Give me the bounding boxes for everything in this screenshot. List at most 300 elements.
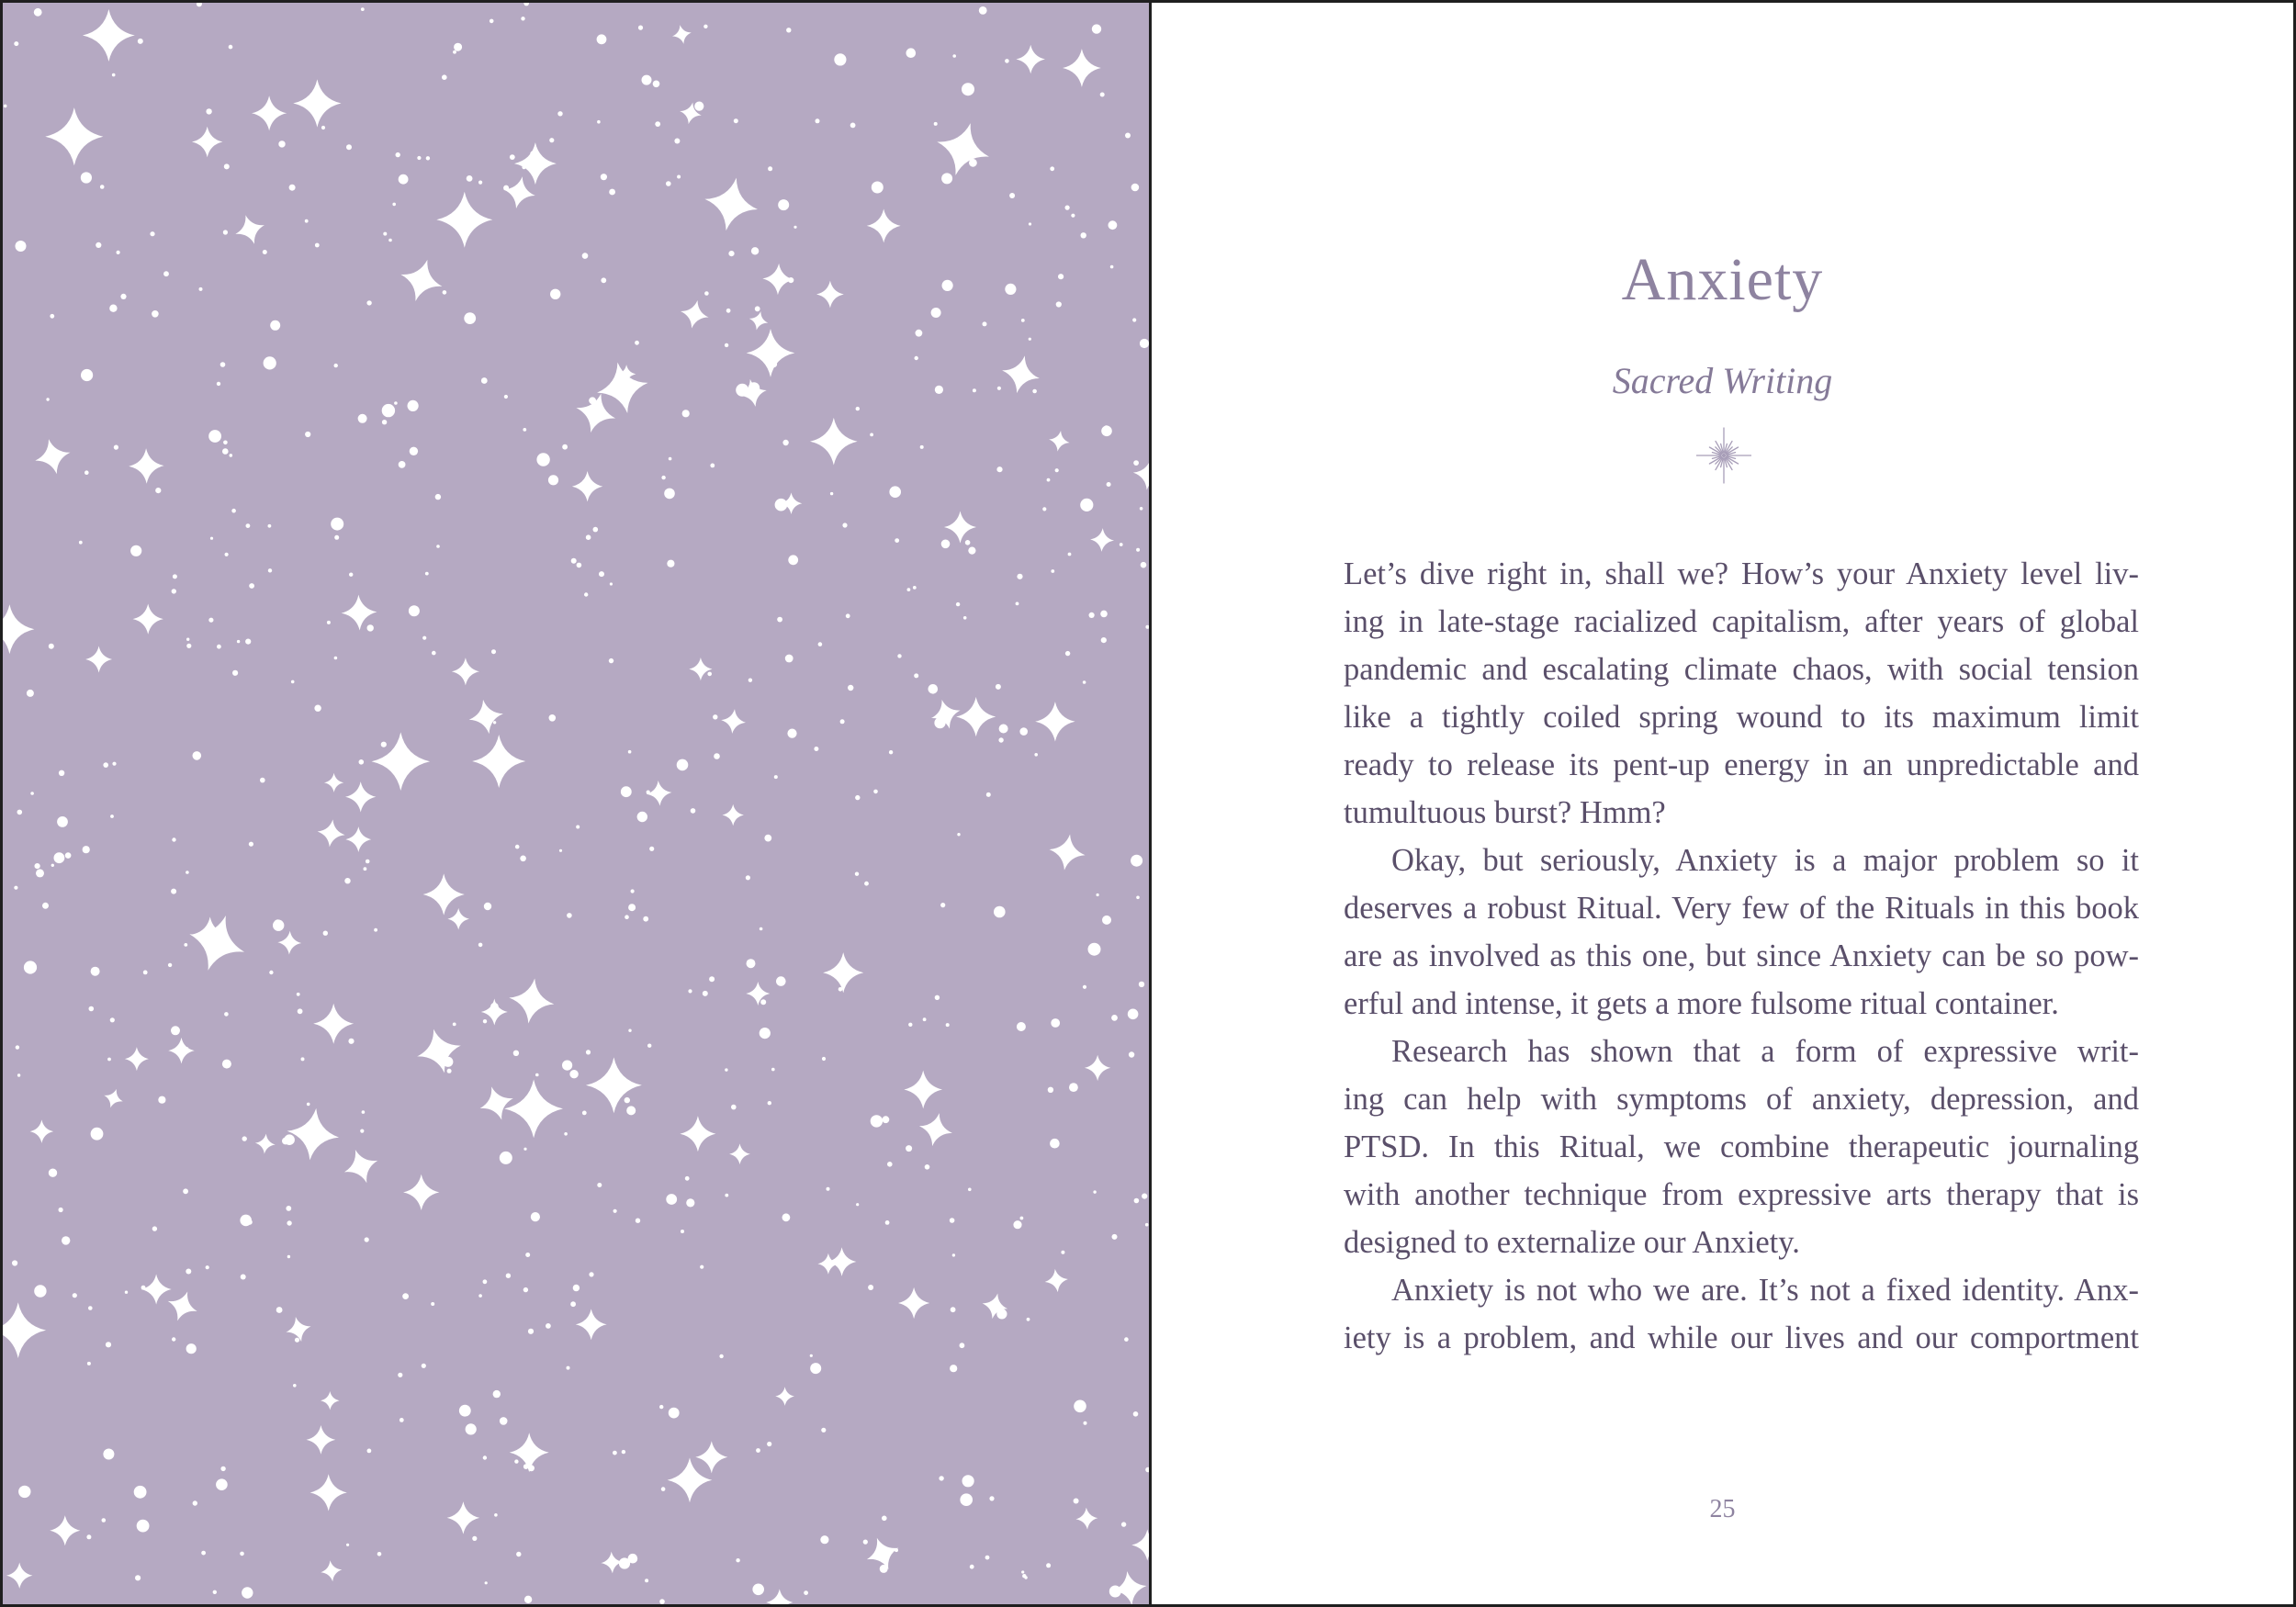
star-dot — [14, 41, 18, 46]
star-dot — [510, 154, 515, 160]
star-dot — [786, 28, 791, 32]
star-dot — [249, 842, 253, 847]
star-dot — [1051, 569, 1054, 573]
star-dot — [186, 1269, 191, 1275]
star-dot — [24, 961, 37, 973]
star-dot — [636, 1219, 640, 1223]
chapter-subtitle: Sacred Writing — [1612, 360, 1833, 401]
star-dot — [273, 920, 284, 931]
star-dot — [1134, 1198, 1140, 1204]
star-dot — [392, 203, 396, 207]
star-dot — [863, 1540, 868, 1545]
star-dot — [46, 398, 49, 400]
star-dot — [453, 51, 456, 54]
sparkle-star — [163, 1287, 202, 1326]
text-line: like a tightly coiled spring wound to its maximum limit — [1344, 700, 2139, 735]
star-dot — [752, 1584, 764, 1596]
star-dot — [777, 617, 782, 623]
page-number: 25 — [1709, 1495, 1736, 1523]
star-dot — [873, 790, 878, 794]
star-dot — [246, 523, 251, 528]
star-dot — [172, 1337, 175, 1341]
sparkle-star — [447, 1501, 480, 1534]
star-dot — [609, 658, 613, 663]
star-dot — [626, 1106, 636, 1115]
star-dot — [287, 1220, 291, 1225]
sparkle-star — [45, 107, 103, 165]
sparkle-star — [321, 1391, 339, 1410]
star-dot — [1136, 896, 1140, 900]
star-dot — [871, 1115, 883, 1127]
star-dot — [96, 242, 101, 248]
star-dot — [989, 1496, 994, 1500]
star-dot — [107, 1058, 111, 1062]
star-dot — [681, 1230, 684, 1233]
star-dot — [827, 1187, 830, 1191]
star-dot — [920, 445, 924, 449]
star-dot — [907, 588, 911, 591]
star-dot — [523, 1148, 526, 1151]
star-dot — [425, 572, 429, 576]
sparkle-star — [168, 1038, 195, 1064]
star-dot — [1056, 301, 1062, 307]
star-dot — [957, 833, 960, 836]
star-dot — [84, 470, 89, 475]
star-dot — [536, 453, 549, 466]
star-dot — [734, 118, 738, 123]
star-dot — [856, 407, 860, 410]
star-dot — [719, 1354, 723, 1358]
star-dot — [760, 927, 763, 931]
sparkle-star — [345, 781, 376, 812]
star-dot — [906, 48, 917, 58]
star-dot — [1027, 1318, 1030, 1321]
text-line: with another technique from expressive arts therapy that is — [1344, 1177, 2139, 1212]
star-dot — [686, 1198, 694, 1207]
star-dot — [260, 778, 265, 783]
star-dot — [682, 410, 690, 417]
star-dot — [222, 1060, 231, 1069]
star-dot — [638, 26, 643, 30]
star-dot — [983, 321, 987, 326]
star-dot — [549, 714, 557, 722]
sparkle-star — [277, 930, 302, 955]
star-dot — [1055, 468, 1059, 472]
star-dot — [91, 967, 100, 976]
star-dot — [365, 1237, 369, 1242]
star-dot — [112, 73, 116, 77]
star-dot — [199, 287, 203, 291]
text-line: pandemic and escalating climate chaos, with social tension — [1344, 652, 2139, 687]
star-dot — [810, 1354, 813, 1357]
star-dot — [485, 1581, 488, 1584]
star-dot — [564, 1132, 568, 1136]
sparkle-star — [747, 309, 770, 332]
star-dot — [442, 74, 447, 80]
star-dot — [1092, 24, 1101, 33]
star-dot — [649, 847, 654, 851]
star-dot — [642, 75, 652, 85]
sparkle-star — [817, 1253, 838, 1275]
star-dot — [965, 540, 971, 545]
star-dot — [103, 1449, 114, 1460]
text-line: Okay, but seriously, Anxiety is a major problem so it — [1391, 843, 2139, 878]
star-dot — [916, 330, 923, 337]
star-dot — [59, 770, 64, 776]
sparkle-star — [929, 116, 996, 183]
star-dot — [293, 1384, 297, 1388]
star-dot — [210, 537, 213, 540]
star-dot — [703, 991, 708, 996]
star-dot — [34, 1285, 46, 1297]
star-dot — [383, 232, 387, 236]
star-dot — [242, 1136, 247, 1141]
star-dot — [521, 17, 524, 20]
sparkle-star — [586, 1057, 642, 1113]
sparkle-star — [766, 1589, 793, 1604]
star-dot — [208, 430, 221, 443]
star-dot — [110, 1017, 115, 1022]
star-dot — [1120, 543, 1123, 546]
star-dot — [514, 1459, 518, 1463]
star-dot — [220, 1467, 225, 1471]
star-dot — [172, 837, 175, 841]
star-dot — [14, 886, 17, 890]
star-dot — [1017, 574, 1022, 579]
sparkle-star — [472, 735, 525, 788]
star-dot — [1017, 1022, 1026, 1031]
star-dot — [314, 705, 321, 712]
star-dot — [748, 679, 752, 682]
star-dot — [106, 1342, 111, 1347]
star-dot — [855, 795, 860, 800]
star-dot — [86, 1534, 91, 1539]
text-line: erful and intense, it gets a more fulsome ritual container. — [1344, 986, 2059, 1021]
star-dot — [173, 574, 177, 579]
star-dot — [16, 241, 27, 252]
star-dot — [677, 175, 681, 179]
sparkle-star — [680, 1116, 715, 1152]
star-dot — [562, 1061, 572, 1071]
star-dot — [1102, 916, 1111, 925]
star-dot — [999, 725, 1008, 734]
sparkle-star — [324, 773, 343, 792]
star-dot — [206, 108, 211, 114]
star-dot — [220, 362, 226, 367]
star-dot — [645, 1579, 648, 1582]
star-dot — [569, 1070, 578, 1078]
star-dot — [49, 644, 54, 649]
star-dot — [664, 489, 675, 500]
star-dot — [87, 1362, 91, 1365]
star-dot — [1089, 612, 1095, 618]
star-dot — [327, 621, 331, 624]
star-dot — [1083, 680, 1086, 684]
star-dot — [287, 1255, 290, 1258]
star-dot — [1145, 1223, 1149, 1227]
star-dot — [557, 111, 562, 116]
star-dot — [968, 1188, 972, 1192]
star-dot — [1071, 214, 1075, 218]
star-dot — [284, 1134, 295, 1145]
star-dot — [573, 1285, 580, 1291]
star-dot — [12, 1260, 17, 1265]
star-dot — [377, 1552, 382, 1556]
sparkle-star — [254, 1133, 276, 1155]
star-dot — [291, 680, 295, 684]
star-dot — [850, 123, 856, 129]
star-dot — [550, 289, 560, 299]
star-dot — [1065, 651, 1070, 656]
star-dot — [268, 524, 272, 528]
star-dot — [1050, 1139, 1060, 1149]
star-dot — [666, 1194, 677, 1205]
sparkle-star — [252, 96, 287, 130]
star-dot — [454, 43, 462, 51]
star-dot — [484, 903, 491, 910]
star-dot — [186, 638, 189, 641]
star-dot — [1032, 389, 1037, 394]
star-dot — [504, 395, 508, 399]
star-dot — [81, 172, 92, 183]
star-dot — [821, 1428, 826, 1433]
star-dot — [297, 993, 300, 996]
star-dot — [571, 558, 577, 564]
star-dot — [1021, 319, 1025, 322]
star-dot — [691, 808, 696, 814]
star-dot — [887, 1162, 893, 1167]
star-dot — [222, 448, 229, 455]
star-dot — [224, 163, 230, 169]
star-dot — [506, 1274, 511, 1278]
sparkle-star — [504, 1080, 563, 1139]
star-dot — [138, 39, 143, 44]
star-dot — [263, 250, 267, 254]
star-dot — [956, 602, 960, 606]
star-dot — [755, 306, 760, 311]
text-line: ready to release its pent-up energy in an unpredictable and — [1344, 747, 2139, 782]
star-dot — [366, 860, 370, 864]
star-dot — [1110, 265, 1114, 269]
sparkle-star — [729, 1143, 750, 1164]
star-dot — [348, 1039, 354, 1044]
star-dot — [559, 849, 562, 852]
sparkle-star — [510, 1433, 549, 1472]
star-dot — [834, 53, 846, 65]
star-dot — [249, 583, 254, 589]
star-dot — [582, 253, 589, 259]
star-dot — [520, 856, 526, 862]
star-dot — [417, 156, 421, 160]
star-dot — [435, 494, 441, 500]
star-dot — [970, 1565, 974, 1569]
star-dot — [436, 545, 440, 548]
star-dot — [1131, 184, 1140, 192]
star-dot — [323, 931, 328, 936]
sparkle-star — [30, 1119, 54, 1143]
star-dot — [62, 1236, 70, 1244]
star-dot — [1131, 855, 1142, 867]
star-dot — [597, 1183, 602, 1187]
star-dot — [703, 25, 707, 28]
star-dot — [269, 971, 273, 974]
star-dot — [941, 173, 952, 184]
sparkle-star — [411, 1024, 467, 1079]
star-dot — [661, 476, 665, 479]
star-dot — [1136, 548, 1140, 552]
sparkle-star — [345, 826, 371, 852]
star-dot — [1020, 1217, 1024, 1220]
star-dot — [481, 377, 488, 384]
star-dot — [298, 1008, 303, 1014]
star-dot — [939, 1476, 943, 1480]
star-dot — [647, 1044, 651, 1048]
star-dot — [225, 553, 229, 556]
star-dot — [979, 6, 987, 15]
sparkle-star — [129, 448, 164, 484]
star-dot — [906, 1145, 912, 1152]
sparkle-star — [956, 697, 996, 736]
sparkle-star — [501, 174, 539, 212]
star-dot — [1084, 1422, 1087, 1425]
sparkle-star — [720, 708, 748, 736]
star-dot — [889, 486, 901, 498]
star-dot — [915, 356, 918, 360]
star-dot — [158, 1096, 165, 1104]
star-dot — [669, 457, 672, 461]
text-line: Anxiety is not who we are. It’s not a fixed identity. Anx- — [1391, 1273, 2139, 1308]
star-dot — [788, 555, 798, 565]
star-dot — [42, 903, 49, 909]
star-dot — [172, 589, 176, 593]
star-dot — [1100, 93, 1105, 97]
star-dot — [464, 312, 476, 324]
star-dot — [726, 309, 731, 313]
star-dot — [713, 714, 717, 719]
star-dot — [962, 83, 974, 96]
star-dot — [628, 904, 636, 911]
star-dot — [523, 428, 526, 432]
star-dot — [513, 1051, 519, 1056]
star-dot — [18, 1486, 30, 1498]
star-dot — [114, 445, 118, 450]
star-dot — [344, 878, 350, 883]
star-dot — [143, 971, 148, 975]
star-dot — [597, 34, 607, 44]
star-dot — [81, 369, 93, 381]
star-dot — [399, 174, 409, 185]
star-dot — [885, 1220, 890, 1225]
star-dot — [531, 1212, 540, 1221]
star-dot — [1051, 1018, 1060, 1028]
star-dot — [134, 1486, 147, 1499]
star-dot — [570, 1301, 576, 1307]
star-dot — [4, 105, 7, 108]
star-dot — [621, 786, 632, 797]
sparkle-star — [320, 1559, 343, 1583]
star-dot — [856, 1203, 859, 1206]
star-dot — [206, 1265, 209, 1269]
star-dot — [830, 492, 833, 495]
star-dot — [764, 835, 771, 842]
sparkle-star — [50, 1515, 80, 1545]
star-dot — [940, 903, 945, 907]
star-dot — [986, 792, 991, 797]
star-dot — [577, 563, 582, 568]
star-dot — [1005, 59, 1009, 63]
star-dot — [725, 1068, 727, 1071]
star-dot — [213, 1590, 217, 1594]
star-dot — [704, 291, 709, 296]
star-dot — [409, 605, 420, 616]
star-dot — [935, 386, 943, 394]
star-dot — [447, 1069, 452, 1073]
star-dot — [382, 404, 395, 417]
star-dot — [237, 640, 240, 643]
star-dot — [201, 1551, 206, 1556]
star-dot — [224, 1012, 229, 1017]
star-dot — [276, 1307, 283, 1313]
sparkle-star — [898, 1287, 929, 1319]
star-dot — [787, 729, 796, 738]
sparkle-star — [313, 1004, 354, 1044]
star-dot — [112, 762, 116, 766]
star-dot — [1009, 193, 1015, 198]
star-dot — [751, 247, 759, 254]
sparkle-star — [576, 1309, 607, 1340]
star-dot — [1101, 637, 1107, 643]
star-dot — [358, 414, 367, 423]
star-dot — [685, 1176, 690, 1181]
star-dot — [996, 466, 1002, 472]
star-dot — [478, 1294, 482, 1298]
star-dot — [996, 684, 1001, 690]
star-dot — [1042, 507, 1046, 511]
sparkle-star — [700, 173, 763, 236]
star-dot — [110, 815, 114, 818]
sparkle-star — [572, 471, 602, 501]
sparkle-star — [85, 646, 112, 673]
text-line: ing in late-stage racialized capitalism, after years of global — [1344, 604, 2139, 639]
star-dot — [1142, 1194, 1147, 1199]
star-dot — [231, 509, 236, 513]
star-dot — [882, 1516, 887, 1522]
sparkle-star — [1075, 1507, 1098, 1530]
sparkle-star — [823, 952, 863, 993]
star-dot — [102, 1518, 107, 1523]
star-dot — [709, 976, 715, 982]
star-dot — [523, 1287, 528, 1292]
text-line: ing can help with symptoms of anxiety, depression, and — [1344, 1082, 2139, 1117]
star-dot — [934, 122, 938, 126]
star-dot — [586, 534, 591, 540]
star-dot — [774, 775, 778, 779]
star-dot — [584, 592, 588, 596]
star-dot — [1024, 1576, 1027, 1579]
star-dot — [785, 655, 793, 663]
star-dot — [1111, 1015, 1118, 1021]
star-dot — [776, 976, 786, 986]
star-dot — [1133, 460, 1139, 466]
star-dot — [152, 310, 159, 318]
star-dot — [747, 959, 756, 968]
sparkle-star — [1085, 1055, 1110, 1081]
star-dot — [331, 518, 343, 531]
sparkle-star — [1043, 1267, 1069, 1293]
star-dot — [79, 541, 83, 545]
star-dot — [49, 1169, 57, 1177]
star-dot — [619, 1557, 630, 1568]
